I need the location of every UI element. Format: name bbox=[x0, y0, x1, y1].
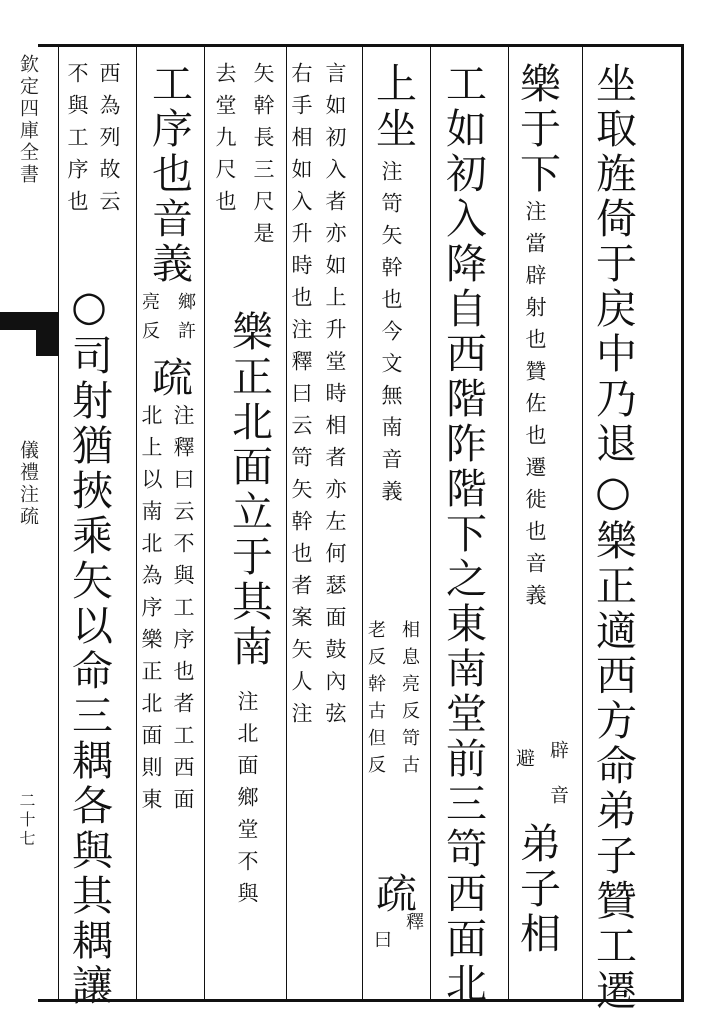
interlinear-note: 避 bbox=[513, 748, 535, 769]
column-rule bbox=[508, 44, 509, 1002]
commentary-segment: 注北面鄉堂不與 bbox=[235, 690, 259, 914]
interlinear-note: 老反幹古但反 bbox=[365, 620, 386, 782]
commentary-segment: 注笴矢幹也今文無南音義 bbox=[379, 160, 403, 512]
commentary-segment: 不與工序也 bbox=[65, 62, 89, 222]
column-rule bbox=[430, 44, 431, 1002]
column-rule bbox=[204, 44, 205, 1002]
column-rule bbox=[582, 44, 583, 1002]
main-text-segment: 樂正北面立于其南 bbox=[225, 310, 273, 670]
main-text-column: 坐取旌倚于戻中乃退○樂正適西方命弟子贊工遷 bbox=[589, 62, 637, 1014]
commentary-column: 右手相如入升時也注釋曰云笴矢幹也者案矢人注 bbox=[289, 62, 313, 734]
commentary-segment: 注釋曰云不與工序也者工西面 bbox=[171, 404, 195, 820]
interlinear-note: 亮反 bbox=[139, 292, 160, 350]
main-text-column: 工如初入降自西階阼階下之東南堂前三笴西面北 bbox=[439, 62, 487, 1007]
fishtail-mark-lower bbox=[36, 326, 58, 356]
commentary-segment: 去堂九尺也 bbox=[213, 62, 237, 222]
main-text-segment: 弟子相 bbox=[513, 822, 561, 957]
commentary-segment: 矢幹長三尺是 bbox=[251, 62, 275, 254]
main-text-segment: 工序也音義 bbox=[145, 62, 193, 287]
column-rule bbox=[136, 44, 137, 1002]
column-rule bbox=[58, 44, 59, 1002]
column-rule bbox=[286, 44, 287, 1002]
interlinear-note: 鄉許 bbox=[175, 292, 196, 350]
shu-marker: 疏 bbox=[369, 872, 417, 917]
shu-marker: 疏 bbox=[145, 356, 193, 401]
gutter-page-number: 二十七 bbox=[17, 792, 36, 849]
gutter-book-title: 儀禮注疏 bbox=[17, 440, 39, 528]
commentary-segment: 注當辟射也贊佐也遷徙也音義 bbox=[523, 200, 547, 616]
page-frame bbox=[38, 44, 684, 1002]
main-text-segment: ○司射猶挾乘矢以命三耦各與其耦讓 bbox=[65, 282, 113, 1009]
interlinear-note: 曰 bbox=[371, 930, 392, 959]
interlinear-note: 辟 音 bbox=[547, 740, 569, 806]
interlinear-note: 釋 bbox=[403, 912, 424, 941]
commentary-segment: 北上以南北為序樂正北面則東 bbox=[139, 404, 163, 820]
interlinear-note: 相息亮反笴古 bbox=[399, 620, 420, 782]
commentary-segment: 西為列故云 bbox=[97, 62, 121, 222]
gutter-collection-title: 欽定四庫全書 bbox=[17, 54, 39, 186]
main-text-segment: 上坐 bbox=[369, 62, 417, 152]
column-rule bbox=[362, 44, 363, 1002]
commentary-column: 言如初入者亦如上升堂時相者亦左何瑟面鼓內弦 bbox=[323, 62, 347, 734]
main-text-segment: 樂于下 bbox=[513, 62, 561, 197]
